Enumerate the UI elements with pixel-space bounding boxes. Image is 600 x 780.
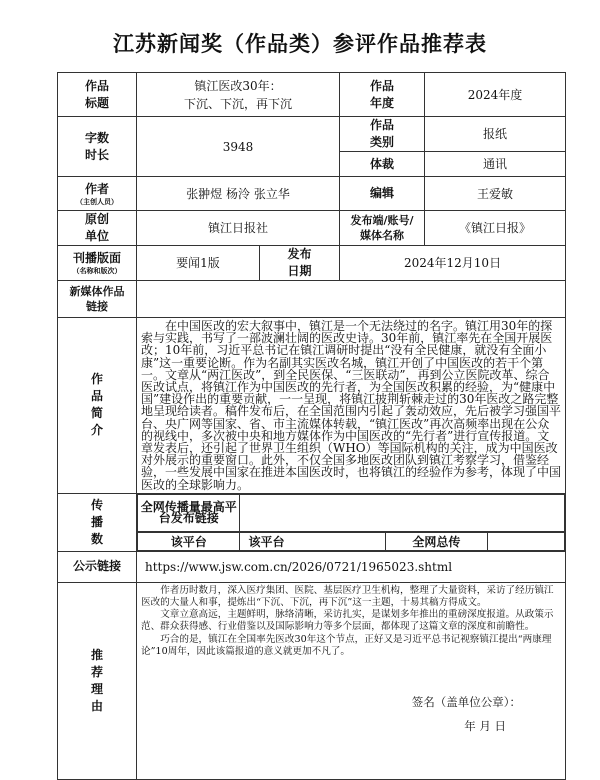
public-link-url[interactable]: https://www.jsw.com.cn/2026/0721/1965023.shtml bbox=[137, 551, 566, 582]
spread-grid bbox=[137, 493, 566, 551]
recommend-paragraph-3: 巧合的是，镇江在全国率先医改30年这个节点，正好又是习近平总书记视察镇江提出“两康理论”10周年，因此该篇报道的意义就更加不凡了。 bbox=[141, 633, 552, 657]
origin-unit-value: 镇江日报社 bbox=[137, 211, 340, 246]
form-title: 江苏新闻奖（作品类）参评作品推荐表 bbox=[113, 32, 487, 56]
word-count-label: 字数 时长 bbox=[58, 117, 137, 177]
category-value: 报纸 bbox=[425, 117, 566, 152]
platform-b-label: 该平台 bbox=[240, 532, 385, 550]
recommend-paragraph-1: 作者历时数月，深入医疗集团、医院、基层医疗卫生机构，整理了大量资料，采访了经历镇江医改的大量人和事，提炼出“下沉、下沉，再下沉”这一主题，十易其稿方得成文。 bbox=[141, 584, 554, 609]
publisher-value: 《镇江日报》 bbox=[425, 211, 566, 246]
signature-line: 签名（盖单位公章）： bbox=[411, 695, 522, 710]
total-spread-value bbox=[488, 532, 565, 550]
total-spread-label: 全网总传 bbox=[385, 532, 487, 550]
origin-unit-label: 原创 单位 bbox=[58, 211, 137, 246]
publish-date-value: 2024年12月10日 bbox=[340, 246, 566, 281]
recommend-body bbox=[137, 582, 566, 779]
recommend-paragraph-2: 文章立意高远，主题鲜明，脉络清晰，采访扎实，是谋划多年推出的重磅深度报道。从政策示范、群众获得感、行业借鉴以及国际影响力等多个层面，都体现了这篇文章的深度和前瞻性。 bbox=[141, 609, 554, 633]
summary-text: 在中国医改的宏大叙事中，镇江是一个无法绕过的名字。镇江用30年的探索与实践，书写了一部波澜壮阔的医改史诗。30年前，镇江率先在全国开展医改；10年前，习近平总书记在镇江调研时提出“没有全民健康，就没有全面小康”这一重要论断。作为名副其实医改名城，镇江开创了中国医改的若干个第一。文章从“两江医改”，到全民医保、“三医联动”，再到公立医院改革、综合医改试点，将镇江作为中国医改的先行者，为全国医改积累的经验，为“健康中国”建设作出的重要贡献，一一呈现，将镇江披荆斩棘走过的30年医改之路完整地呈现给读者。稿件发布后，在全国范围内引起了轰动效应，先后被学习强国平台、央广网等国家、省、市主流媒体转载，“镇江医改”再次高频率出现在公众的视线中，多次被中央和地方媒体作为中国医改的“先行者”进行宣传报道。文章发表后，还引起了世界卫生组织（WHO）等国际机构的关注，成为中国医改对外展示的重要窗口。此外，不仅全国多地医改团队到镇江考察学习，借鉴经验，一些发展中国家在推进本国医改时，也将镇江的经验作为参考，体现了中国医改的全球影响力。 bbox=[137, 318, 566, 494]
page-label: 刊播版面 （名称和版次） bbox=[58, 246, 137, 281]
work-title-value: 镇江医改30年： 下沉、下沉，再下沉 bbox=[137, 73, 340, 117]
publish-date-label: 发布 日期 bbox=[260, 246, 340, 281]
author-label: 作者 （主创人员） bbox=[58, 177, 137, 211]
genre-label: 体裁 bbox=[340, 152, 425, 177]
public-link-label: 公示链接 bbox=[58, 551, 137, 582]
editor-label: 编辑 bbox=[340, 177, 425, 211]
platform-a-label: 该平台 bbox=[138, 532, 240, 550]
year-label: 作品 年度 bbox=[340, 73, 425, 117]
word-count-value: 3948 bbox=[137, 117, 340, 177]
genre-value: 通讯 bbox=[425, 152, 566, 177]
year-value: 2024年度 bbox=[425, 73, 566, 117]
recommendation-form bbox=[57, 72, 566, 780]
recommend-label: 推 荐 理 由 bbox=[58, 582, 137, 779]
new-media-link-label: 新媒体作品 链接 bbox=[58, 281, 137, 318]
category-label: 作品 类别 bbox=[340, 117, 425, 152]
page-value: 要闻1版 bbox=[137, 246, 260, 281]
summary-label: 作 品 简 介 bbox=[58, 318, 137, 494]
publisher-label: 发布端/账号/ 媒体名称 bbox=[340, 211, 425, 246]
signature-date: 年 月 日 bbox=[464, 719, 507, 734]
title-label: 作品 标题 bbox=[58, 73, 137, 117]
spread-label: 传 播 数 bbox=[58, 493, 137, 551]
editor-value: 王爱敏 bbox=[425, 177, 566, 211]
new-media-link-value bbox=[137, 281, 566, 318]
authors-value: 张翀煜 杨泠 张立华 bbox=[137, 177, 340, 211]
top-platform-value bbox=[240, 494, 565, 531]
top-platform-label: 全网传播量最高平台发布链接 bbox=[138, 494, 240, 531]
